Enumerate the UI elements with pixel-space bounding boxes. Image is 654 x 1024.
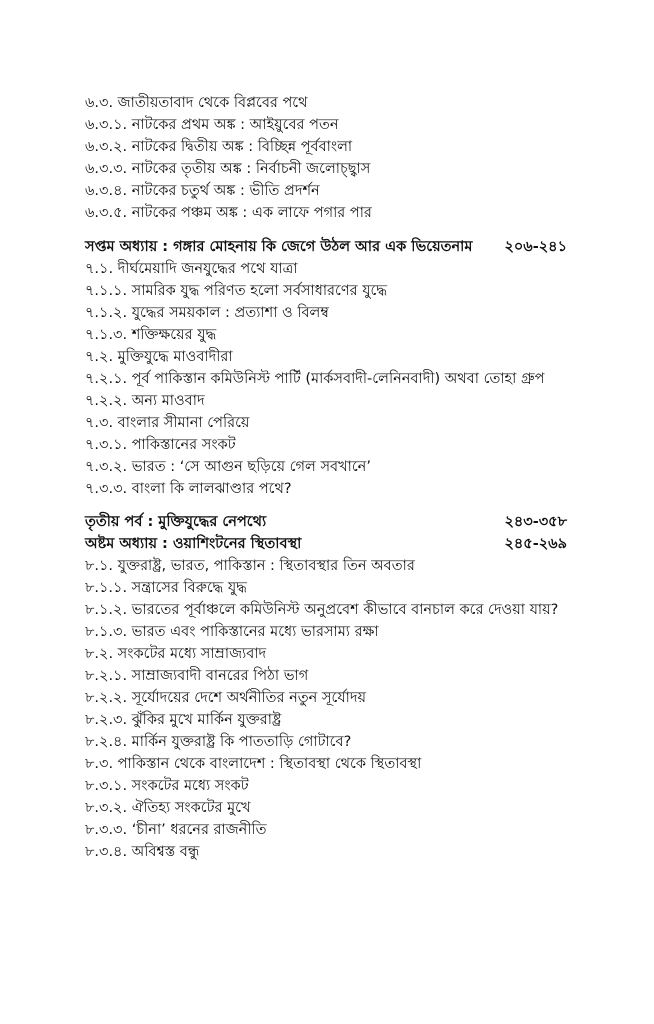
toc-entry bbox=[85, 136, 567, 158]
toc-entry-text: ৮.২.২. সূর্যোদয়ের দেশে অর্থনীতির নতুন সূর্যোদয় bbox=[85, 690, 367, 706]
toc-entry bbox=[85, 202, 567, 224]
spacer bbox=[85, 224, 567, 236]
toc-entry-text: ৭.২.২. অন্য মাওবাদ bbox=[85, 393, 205, 409]
toc-entry-text: ৭.৩. বাংলার সীমানা পেরিয়ে bbox=[85, 415, 250, 431]
toc-entry bbox=[85, 280, 567, 302]
toc-entry-text: ৮.১.১. সন্ত্রাসের বিরুদ্ধে যুদ্ধ bbox=[85, 580, 247, 596]
toc-entry-text: ৭.২. মুক্তিযুদ্ধে মাওবাদীরা bbox=[85, 349, 233, 365]
toc-entry bbox=[85, 555, 567, 577]
toc-entry-text: ৭.৩.৩. বাংলা কি লালঝাণ্ডার পথে? bbox=[85, 481, 292, 497]
spacer bbox=[85, 500, 567, 511]
toc-entry bbox=[85, 158, 567, 180]
toc-entry-text: ৬.৩.৫. নাটকের পঞ্চম অঙ্ক : এক লাফে পগার পার bbox=[85, 205, 372, 221]
toc-entry bbox=[85, 434, 567, 456]
toc-entry bbox=[85, 775, 567, 797]
toc-entry-text: ৮.৩.১. সংকটের মধ্যে সংকট bbox=[85, 778, 249, 794]
part-heading bbox=[85, 511, 567, 533]
chapter-heading bbox=[85, 236, 567, 258]
toc-entry-text: ৮.২.৪. মার্কিন যুক্তরাষ্ট্র কি পাততাড়ি গোটাবে? bbox=[85, 734, 352, 750]
toc-entry bbox=[85, 456, 567, 478]
toc-entry-text: ৮.৩.৪. অবিশ্বস্ত বন্ধু bbox=[85, 844, 200, 860]
toc-entry-text: ৮.২. সংকটের মধ্যে সাম্রাজ্যবাদ bbox=[85, 646, 267, 662]
toc-entry-text: ৬.৩.১. নাটকের প্রথম অঙ্ক : আইয়ুবের পতন bbox=[85, 117, 339, 133]
toc-entry bbox=[85, 819, 567, 841]
toc-entry bbox=[85, 302, 567, 324]
toc-entry-text: ৬.৩.৩. নাটকের তৃতীয় অঙ্ক : নির্বাচনী জলোচ্ছ্বাস bbox=[85, 161, 371, 177]
toc-entry bbox=[85, 92, 567, 114]
toc-entry bbox=[85, 412, 567, 434]
toc-entry-text: ৬.৩.৪. নাটকের চতুর্থ অঙ্ক : ভীতি প্রদর্শন bbox=[85, 183, 320, 199]
toc-entry bbox=[85, 643, 567, 665]
toc-entry bbox=[85, 114, 567, 136]
table-of-contents bbox=[85, 92, 567, 863]
toc-entry bbox=[85, 665, 567, 687]
toc-entry-text: ৮.৩. পাকিস্তান থেকে বাংলাদেশ : স্থিতাবস্থা থেকে স্থিতাবস্থা bbox=[85, 756, 422, 772]
chapter-title: অষ্টম অধ্যায় : ওয়াশিংটনের স্থিতাবস্থা bbox=[85, 536, 302, 552]
toc-entry-text: ৮.১.৩. ভারত এবং পাকিস্তানের মধ্যে ভারসাম্য রক্ষা bbox=[85, 624, 379, 640]
toc-entry-text: ৮.২.১. সাম্রাজ্যবাদী বানরের পিঠা ভাগ bbox=[85, 668, 309, 684]
toc-entry-text: ৮.২.৩. ঝুঁকির মুখে মার্কিন যুক্তরাষ্ট্র bbox=[85, 712, 282, 728]
toc-entry bbox=[85, 753, 567, 775]
toc-entry-text: ৮.১. যুক্তরাষ্ট্র, ভারত, পাকিস্তান : স্থিতাবস্থার তিন অবতার bbox=[85, 558, 415, 574]
toc-entry bbox=[85, 599, 567, 621]
toc-entry bbox=[85, 346, 567, 368]
toc-entry bbox=[85, 478, 567, 500]
toc-entry-text: ৬.৩.২. নাটকের দ্বিতীয় অঙ্ক : বিচ্ছিন্ন পূর্ববাংলা bbox=[85, 139, 353, 155]
toc-entry-text: ৭.১. দীর্ঘমেয়াদি জনযুদ্ধের পথে যাত্রা bbox=[85, 261, 298, 277]
toc-entry bbox=[85, 841, 567, 863]
chapter-page-range: ২০৬-২৪১ bbox=[504, 239, 567, 255]
toc-entry bbox=[85, 709, 567, 731]
part-page-range: ২৪৩-৩৫৮ bbox=[504, 514, 567, 530]
toc-entry bbox=[85, 687, 567, 709]
toc-entry bbox=[85, 731, 567, 753]
chapter-title: সপ্তম অধ্যায় : গঙ্গার মোহনায় কি জেগে উঠল আর এক ভিয়েতনাম bbox=[85, 239, 473, 255]
toc-entry-text: ৮.৩.২. ঐতিহ্য সংকটের মুখে bbox=[85, 800, 251, 816]
toc-entry-text: ৭.২.১. পূর্ব পাকিস্তান কমিউনিস্ট পার্টি (মার্কসবাদী-লেনিনবাদী) অথবা তোহা গ্রুপ bbox=[85, 371, 545, 387]
toc-entry-text: ৮.৩.৩. ‘চীনা’ ধরনের রাজনীতি bbox=[85, 822, 267, 838]
toc-entry-text: ৮.১.২. ভারতের পূর্বাঞ্চলে কমিউনিস্ট অনুপ্রবেশ কীভাবে বানচাল করে দেওয়া যায়? bbox=[85, 602, 559, 618]
chapter-heading bbox=[85, 533, 567, 555]
toc-entry-text: ৭.১.১. সামরিক যুদ্ধ পরিণত হলো সর্বসাধারণের যুদ্ধে bbox=[85, 283, 388, 299]
toc-entry-text: ৭.৩.২. ভারত : ‘সে আগুন ছড়িয়ে গেল সবখানে’ bbox=[85, 459, 371, 475]
toc-entry-text: ৬.৩. জাতীয়তাবাদ থেকে বিপ্লবের পথে bbox=[85, 95, 308, 111]
toc-entry-text: ৭.৩.১. পাকিস্তানের সংকট bbox=[85, 437, 236, 453]
toc-entry-text: ৭.১.২. যুদ্ধের সময়কাল : প্রত্যাশা ও বিলম্ব bbox=[85, 305, 329, 321]
toc-entry bbox=[85, 258, 567, 280]
toc-entry bbox=[85, 390, 567, 412]
toc-entry bbox=[85, 797, 567, 819]
part-title: তৃতীয় পর্ব : মুক্তিযুদ্ধের নেপথ্যে bbox=[85, 514, 267, 530]
toc-entry bbox=[85, 180, 567, 202]
toc-entry bbox=[85, 368, 567, 390]
toc-entry-text: ৭.১.৩. শক্তিক্ষয়ের যুদ্ধ bbox=[85, 327, 217, 343]
toc-entry bbox=[85, 621, 567, 643]
chapter-page-range: ২৪৫-২৬৯ bbox=[504, 536, 567, 552]
toc-entry bbox=[85, 577, 567, 599]
toc-entry bbox=[85, 324, 567, 346]
